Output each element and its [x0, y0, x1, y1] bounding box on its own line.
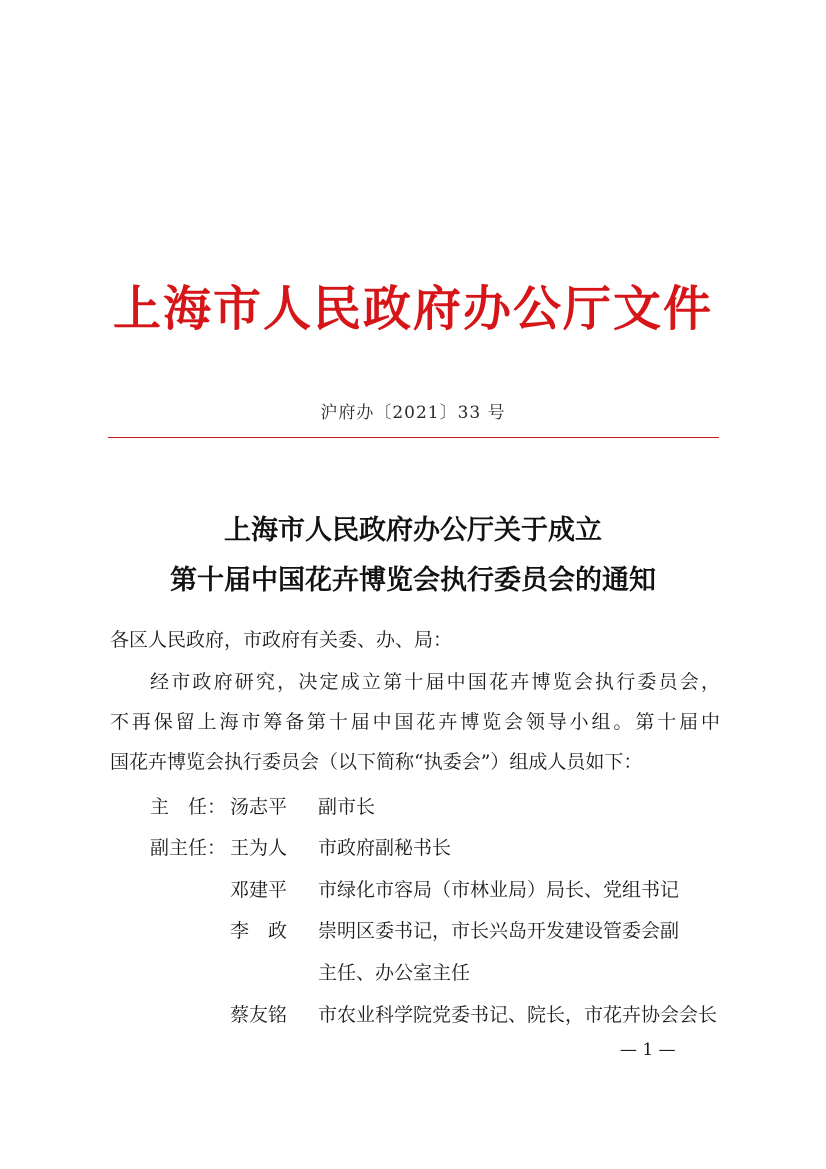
member-title: 市绿化市容局（市林业局）局长、党组书记 — [318, 879, 680, 901]
member-title: 市政府副秘书长 — [318, 837, 452, 859]
document-number: 沪府办〔2021〕33 号 — [320, 403, 506, 423]
member-title: 副市长 — [318, 796, 376, 818]
salutation: 各区人民政府，市政府有关委、办、局： — [110, 629, 453, 651]
member-title-continued: 主任、办公室主任 — [318, 962, 471, 984]
issuer-header: 上海市人民政府办公厅文件 — [112, 281, 713, 337]
paragraph-line-2: 不再保留上海市筹备第十届中国花卉博览会领导小组。第十届中 — [110, 711, 720, 733]
member-role: 副主任： — [150, 837, 227, 859]
red-divider-line — [108, 437, 719, 438]
member-title: 市农业科学院党委书记、院长，市花卉协会会长 — [318, 1004, 718, 1026]
paragraph-line-1: 经市政府研究，决定成立第十届中国花卉博览会执行委员会， — [150, 671, 720, 693]
paragraph-line-3: 国花卉博览会执行委员会（以下简称“执委会”）组成人员如下： — [110, 751, 643, 773]
member-name: 汤志平 — [230, 796, 288, 818]
member-name: 王为人 — [230, 837, 288, 859]
notice-title-line-2: 第十届中国花卉博览会执行委员会的通知 — [170, 565, 656, 596]
member-role: 主 任： — [150, 796, 227, 818]
member-name: 邓建平 — [230, 879, 288, 901]
notice-title-line-1: 上海市人民政府办公厅关于成立 — [224, 515, 602, 546]
page-number: — 1 — — [620, 1040, 676, 1060]
member-name: 李 政 — [230, 920, 288, 942]
member-name: 蔡友铭 — [230, 1004, 288, 1026]
member-title: 崇明区委书记，市长兴岛开发建设管委会副 — [318, 920, 680, 942]
